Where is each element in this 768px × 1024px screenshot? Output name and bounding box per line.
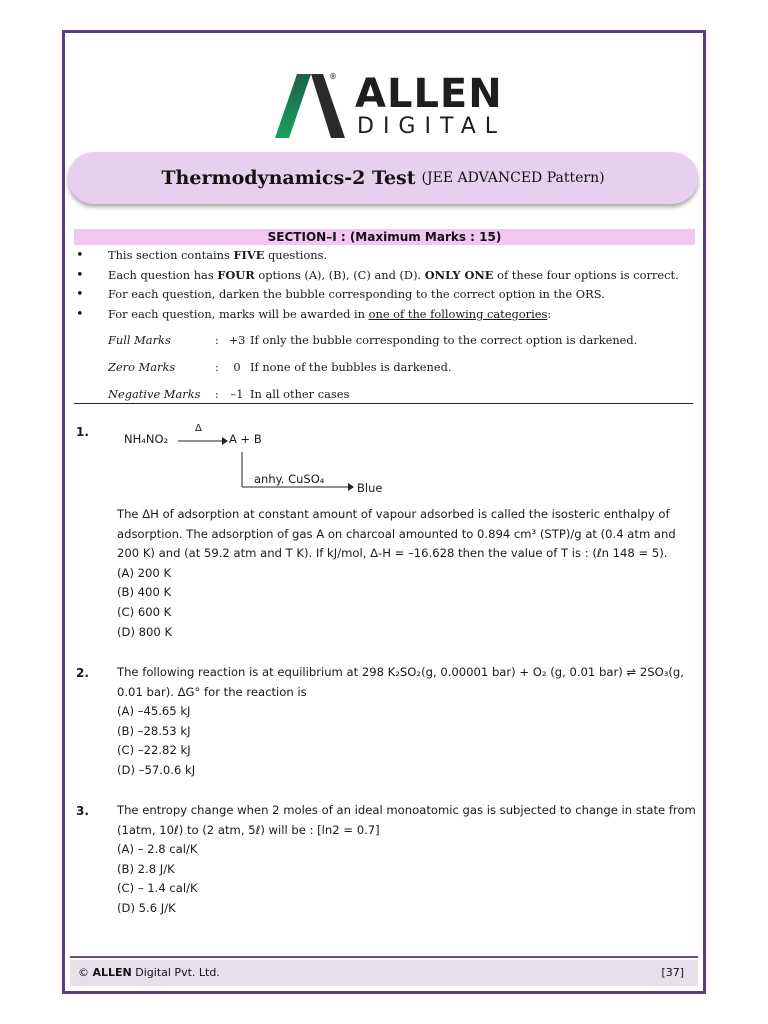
section-heading: SECTION–I : (Maximum Marks : 15) [74,229,695,245]
logo-wordmark: ALLEN [355,71,503,117]
instruction-item: • For each question, darken the bubble corresponding to the correct option in the ORS. [74,285,699,305]
reactant: NH₄NO₂ [124,432,169,446]
instructions-list [74,246,699,324]
question-text: The entropy change when 2 moles of an ideal monoatomic gas is subjected to change in state from (1atm, 10ℓ) to (2 atm, 5ℓ) will be : [ln2 = 0.7] [117,803,696,837]
option-a: (A) –45.65 kJ [117,704,191,719]
option-c: (C) 600 K [117,604,172,619]
question-number: 1. [76,425,89,439]
option-d: (D) 800 K [117,624,173,639]
reaction-arrow-icon [178,436,228,446]
question-number: 2. [76,666,89,680]
allen-logo-mark-icon [275,74,347,140]
allen-digital-logo [275,72,525,140]
option-b: (B) 400 K [117,585,172,600]
reaction-condition: Δ [195,423,202,434]
option-b: (B) 2.8 J/K [117,861,175,876]
divider [74,403,693,404]
question-body [117,801,697,919]
option-d: (D) 5.6 J/K [117,900,176,915]
footer-copyright: © ALLEN Digital Pvt. Ltd. [78,966,220,979]
instruction-item: • For each question, marks will be awarded in one of the following categories: [74,305,699,325]
logo-subtitle: DIGITAL [357,114,507,139]
registered-mark: ® [329,72,337,81]
question-number: 3. [76,804,89,818]
question-text: The following reaction is at equilibrium at 298 K₂SO₂(g, 0.00001 bar) + O₂ (g, 0.01 bar) ⇌ 2SO₃(g, 0.01 bar). ΔG° for the reaction is [117,665,684,699]
instruction-item: • This section contains FIVE questions. [74,246,699,266]
option-d: (D) –57.0.6 kJ [117,762,196,777]
page-number: [37] [661,966,684,979]
reaction-result: Blue [357,481,383,495]
instruction-item: • Each question has FOUR options (A), (B), (C) and (D). ONLY ONE of these four options is correct. [74,266,699,286]
option-c: (C) – 1.4 cal/K [117,881,198,896]
page-footer [70,960,698,986]
option-a: (A) – 2.8 cal/K [117,842,198,857]
footer-divider [70,956,698,958]
question-body [117,663,697,781]
reagent: anhy. CuSO₄ [254,472,325,486]
option-c: (C) –22.82 kJ [117,743,191,758]
question-text: The ΔH of adsorption at constant amount of vapour adsorbed is called the isosteric enthalpy of adsorption. The adsorption of gas A on charcoal amounted to 0.894 cm³ (STP)/g at (0.4 atm and 200 K) and (at 59.2 atm and T K). If kJ/mol, Δ-H = –16.628 then the value of T is : (ℓn 148 = 5). [117,507,676,561]
question-body [117,505,697,642]
title-banner [68,152,698,204]
product: A + B [229,432,262,446]
test-pattern: (JEE ADVANCED Pattern) [421,170,605,186]
option-a: (A) 200 K [117,565,172,580]
test-title: Thermodynamics-2 Test [161,167,416,189]
option-b: (B) –28.53 kJ [117,723,191,738]
